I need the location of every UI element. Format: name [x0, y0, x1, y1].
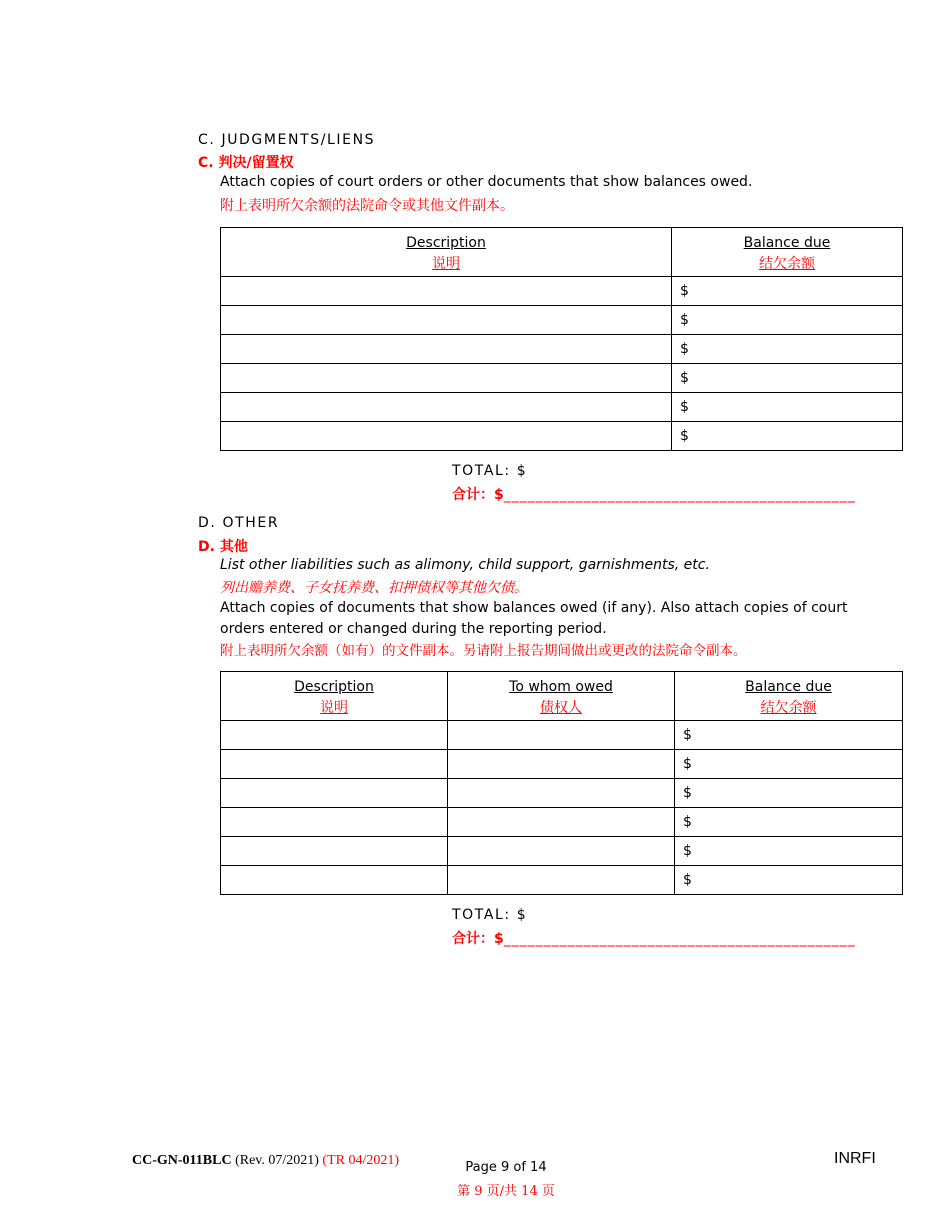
description-field[interactable]	[221, 277, 672, 306]
to-whom-owed-field[interactable]	[448, 779, 675, 808]
description-field[interactable]	[221, 306, 672, 335]
balance-due-field[interactable]: $	[675, 866, 903, 895]
balance-due-field[interactable]: $	[672, 393, 903, 422]
balance-due-header: Balance due 结欠余额	[672, 228, 903, 277]
form-code: INRFI	[834, 1150, 876, 1167]
section-c-total-field[interactable]: ____________________________________________	[503, 487, 856, 503]
table-row	[221, 277, 903, 306]
section-d-total-row-zh	[452, 928, 856, 948]
section-d-total-field[interactable]: ____________________________________________	[503, 931, 856, 947]
table-header-row	[221, 672, 903, 721]
section-d-total-label: TOTAL: $	[452, 907, 528, 923]
section-d-instruction: Attach copies of documents that show balances owed (if any). Also attach copies of court orders entered or changed during the reporting period.	[220, 600, 848, 637]
description-field[interactable]	[221, 393, 672, 422]
section-c-heading-zh: C. 判决/留置权	[198, 155, 294, 171]
description-field[interactable]	[221, 335, 672, 364]
section-c-total-label: TOTAL: $	[452, 463, 528, 479]
section-c-heading: C. JUDGMENTS/LIENS	[198, 132, 376, 148]
section-d-heading-zh: D. 其他	[198, 539, 248, 555]
section-c-instruction-zh: 附上表明所欠余额的法院命令或其他文件副本。	[220, 198, 514, 214]
description-field[interactable]	[221, 808, 448, 837]
balance-due-field[interactable]: $	[672, 277, 903, 306]
table-row	[221, 837, 903, 866]
section-c-instruction: Attach copies of court orders or other documents that show balances owed.	[220, 174, 753, 190]
balance-due-field[interactable]: $	[675, 721, 903, 750]
section-d-heading: D. OTHER	[198, 515, 280, 531]
balance-due-field[interactable]: $	[672, 306, 903, 335]
balance-due-header: Balance due 结欠余额	[675, 672, 903, 721]
table-row	[221, 364, 903, 393]
table-row	[221, 721, 903, 750]
table-row	[221, 306, 903, 335]
table-row	[221, 750, 903, 779]
balance-due-field[interactable]: $	[675, 837, 903, 866]
to-whom-owed-field[interactable]	[448, 866, 675, 895]
table-row	[221, 422, 903, 451]
description-field[interactable]	[221, 866, 448, 895]
section-d-italic-instruction-zh: 列出赡养费、子女抚养费、扣押债权等其他欠债。	[220, 580, 528, 596]
description-field[interactable]	[221, 779, 448, 808]
to-whom-owed-field[interactable]	[448, 721, 675, 750]
table-row	[221, 808, 903, 837]
table-row	[221, 393, 903, 422]
section-d-italic-instruction: List other liabilities such as alimony, child support, garnishments, etc.	[220, 557, 710, 573]
section-d-total-label-zh: 合计：$	[452, 931, 504, 947]
description-header: Description 说明	[221, 228, 672, 277]
description-field[interactable]	[221, 364, 672, 393]
description-field[interactable]	[221, 837, 448, 866]
description-field[interactable]	[221, 422, 672, 451]
judgments-table	[220, 227, 903, 451]
section-c-total-label-zh: 合计：$	[452, 487, 504, 503]
balance-due-field[interactable]: $	[672, 364, 903, 393]
table-row	[221, 335, 903, 364]
form-id: CC-GN-011BLC	[132, 1153, 232, 1168]
form-revision: (Rev. 07/2021)	[235, 1153, 319, 1168]
description-field[interactable]	[221, 750, 448, 779]
to-whom-owed-field[interactable]	[448, 750, 675, 779]
balance-due-field[interactable]: $	[672, 335, 903, 364]
section-d-instruction-zh: 附上表明所欠余额（如有）的文件副本。另请附上报告期间做出或更改的法院命令副本。	[220, 643, 747, 659]
table-row	[221, 779, 903, 808]
balance-due-field[interactable]: $	[675, 779, 903, 808]
description-field[interactable]	[221, 721, 448, 750]
section-c-total-row-zh	[452, 484, 856, 504]
table-row	[221, 866, 903, 895]
to-whom-owed-field[interactable]	[448, 808, 675, 837]
table-header-row	[221, 228, 903, 277]
page-number: Page 9 of 14	[465, 1160, 547, 1175]
to-whom-owed-field[interactable]	[448, 837, 675, 866]
balance-due-field[interactable]: $	[675, 808, 903, 837]
form-identifier	[132, 1153, 399, 1169]
other-liabilities-table	[220, 671, 903, 895]
description-header: Description 说明	[221, 672, 448, 721]
balance-due-field[interactable]: $	[675, 750, 903, 779]
page-number-zh: 第 9 页/共 14 页	[457, 1184, 555, 1199]
balance-due-field[interactable]: $	[672, 422, 903, 451]
to-whom-owed-header: To whom owed 债权人	[448, 672, 675, 721]
form-translation-date: (TR 04/2021)	[322, 1153, 400, 1168]
